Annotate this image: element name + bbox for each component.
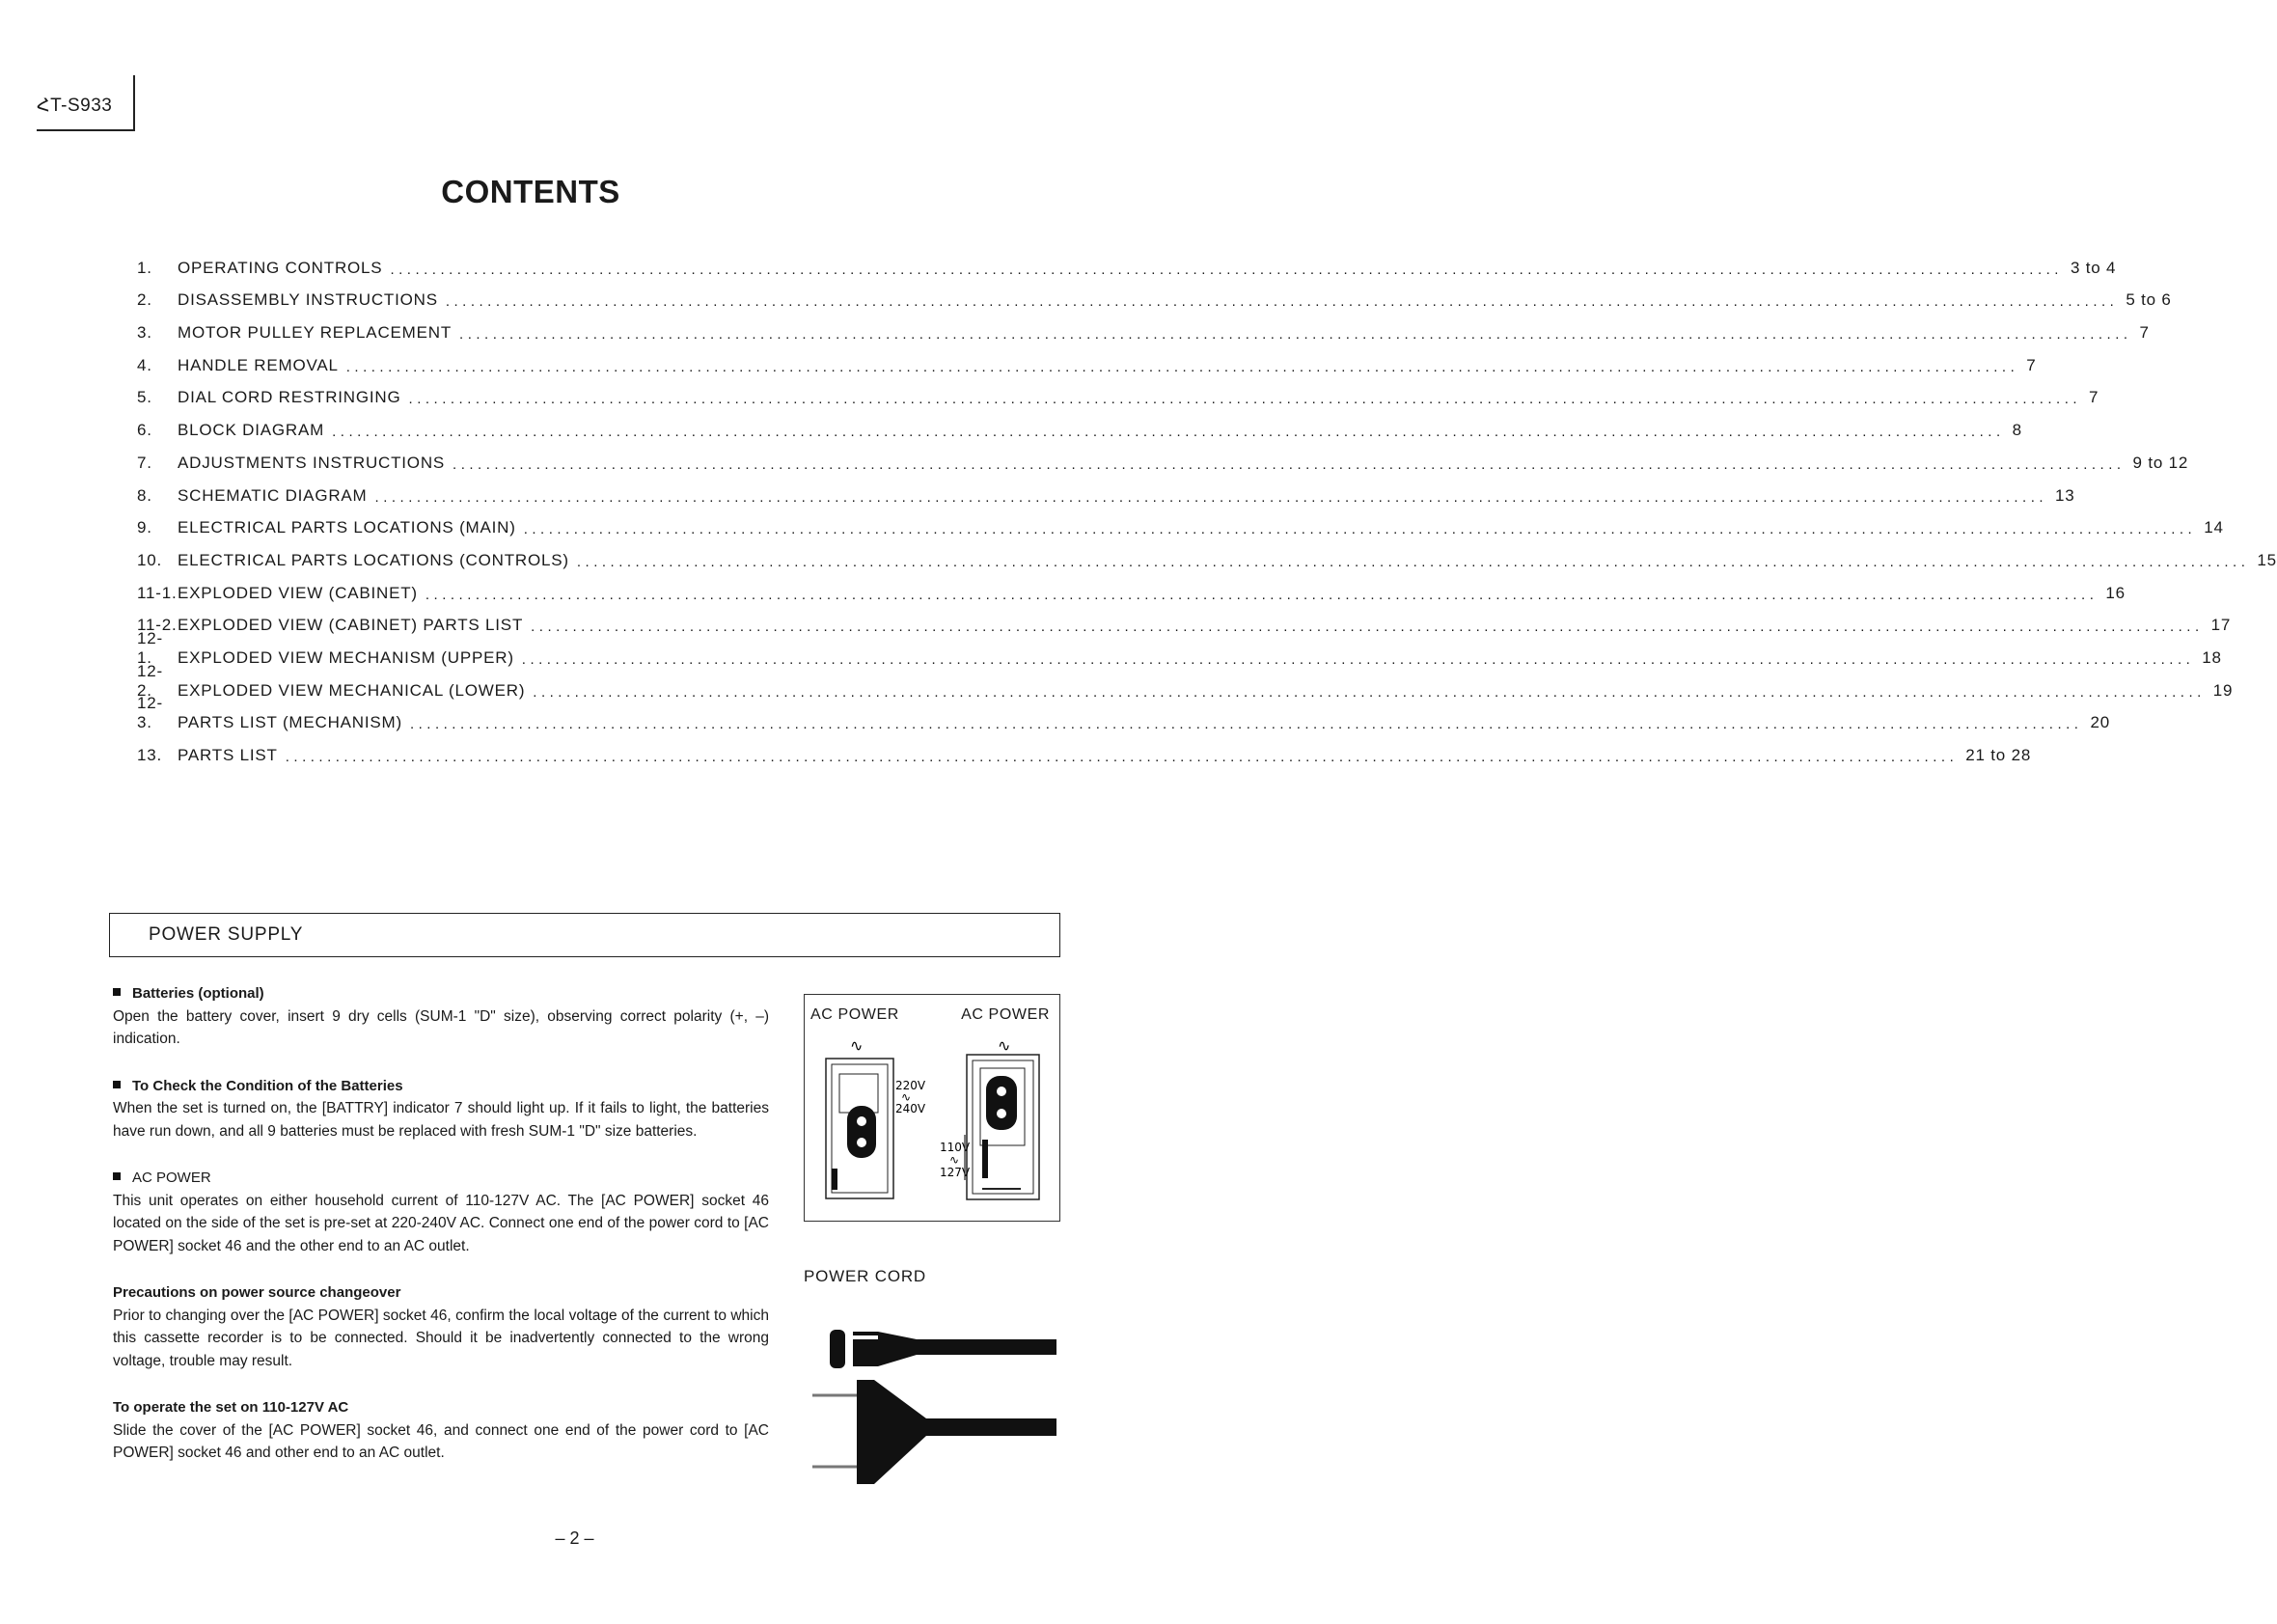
bullet-icon	[113, 988, 121, 996]
batteries-paragraph	[113, 982, 769, 1051]
toc-leader-dots: ........................................................................................................................................................................................................	[523, 521, 2197, 538]
toc-leader-dots: ........................................................................................................................................................................................................	[453, 455, 2126, 473]
toc-title: MOTOR PULLEY REPLACEMENT	[178, 323, 453, 343]
ac-power-text: This unit operates on either household current of 110-127V AC. The [AC POWER] socket 46 located on the side of the set is pre-set at 220-240V AC. Connect one end of the power cord to [AC POWER] socket 46 and the other end to an AC outlet.	[113, 1192, 769, 1254]
toc-number: 2.	[137, 290, 152, 310]
toc-page: 7	[2139, 323, 2150, 343]
toc-title: ELECTRICAL PARTS LOCATIONS (CONTROLS)	[178, 550, 569, 569]
toc-leader-dots: ........................................................................................................................................................................................................	[531, 619, 2204, 636]
socket-220-240	[826, 1059, 893, 1198]
toc-leader-dots: ........................................................................................................................................................................................................	[445, 293, 2119, 311]
label-240v: 240V	[895, 1102, 926, 1115]
toc-title: EXPLODED VIEW MECHANISM (UPPER)	[178, 647, 514, 667]
toc-title: ADJUSTMENTS INSTRUCTIONS	[178, 453, 446, 472]
toc-page: 15	[2257, 550, 2277, 569]
toc-page: 7	[2026, 355, 2037, 374]
toc-leader-dots: ........................................................................................................................................................................................................	[425, 586, 2099, 603]
toc-title: EXPLODED VIEW MECHANICAL (LOWER)	[178, 680, 526, 700]
check-text: When the set is turned on, the [BATTRY] indicator 7 should light up. If it fails to light, the batteries have run down, and all 9 batteries must be replaced with fresh SUM-1 "D" size batteries.	[113, 1100, 769, 1140]
toc-row	[137, 375, 2099, 408]
label-220v: 220V	[895, 1079, 926, 1092]
ac-power-paragraph	[113, 1167, 769, 1257]
toc-page: 21 to 28	[1965, 746, 2032, 764]
toc-leader-dots: ........................................................................................................................................................................................................	[409, 716, 2083, 733]
toc-title: OPERATING CONTROLS	[178, 258, 383, 277]
label-110v: 110V	[940, 1141, 971, 1154]
toc-row	[137, 407, 2022, 441]
toc-number: 7.	[137, 453, 152, 472]
toc-title: EXPLODED VIEW (CABINET) PARTS LIST	[178, 616, 524, 635]
bullet-icon	[113, 1081, 121, 1088]
socket-diagram	[805, 995, 1059, 1221]
toc-row	[137, 694, 2110, 733]
toc-row	[137, 506, 2224, 538]
contents-title: CONTENTS	[441, 174, 620, 209]
toc-row	[137, 732, 2032, 765]
power-supply-header	[109, 913, 1060, 957]
toc-title: BLOCK DIAGRAM	[178, 421, 325, 440]
ac-power-heading: AC POWER	[132, 1170, 211, 1186]
toc-page: 18	[2202, 647, 2222, 667]
toc-number: 13.	[137, 746, 163, 764]
toc-page: 16	[2105, 583, 2126, 602]
bullet-icon	[113, 1172, 121, 1180]
batteries-text: Open the battery cover, insert 9 dry cells (SUM-1 "D" size), observing correct polarity (+, –) indication.	[113, 1007, 769, 1047]
precautions-paragraph	[113, 1281, 769, 1372]
toc-leader-dots: ........................................................................................................................................................................................................	[374, 488, 2048, 506]
toc-leader-dots: ........................................................................................................................................................................................................	[459, 326, 2132, 344]
toc-title: SCHEMATIC DIAGRAM	[178, 485, 368, 505]
toc-number: 6.	[137, 421, 152, 440]
toc-row	[137, 343, 2037, 375]
toc-title: DISASSEMBLY INSTRUCTIONS	[178, 290, 438, 310]
power-cord-illustration	[810, 1322, 1061, 1505]
ac-power-right-label: AC POWER	[961, 1006, 1050, 1023]
toc-row	[137, 603, 2232, 636]
toc-number: 12-2.	[137, 661, 163, 700]
toc-title: EXPLODED VIEW (CABINET)	[178, 583, 418, 602]
toc-number: 12-3.	[137, 694, 163, 732]
toc-leader-dots: ........................................................................................................................................................................................................	[390, 261, 2063, 278]
toc-row	[137, 310, 2150, 344]
toc-number: 8.	[137, 485, 152, 505]
toc-page: 5 to 6	[2126, 290, 2172, 310]
toc-page: 9 to 12	[2132, 453, 2189, 472]
table-of-contents	[137, 245, 2277, 765]
toc-leader-dots: ........................................................................................................................................................................................................	[332, 424, 2005, 441]
toc-row	[137, 473, 2075, 506]
toc-leader-dots: ........................................................................................................................................................................................................	[408, 391, 2082, 408]
toc-page: 19	[2212, 680, 2234, 700]
toc-page: 20	[2090, 713, 2110, 732]
toc-number: 9.	[137, 518, 152, 537]
toc-leader-dots: ........................................................................................................................................................................................................	[576, 553, 2250, 570]
precautions-text: Prior to changing over the [AC POWER] socket 46, confirm the local voltage of the current to which this cassette recorder is to be connected. Should it be inadvertently connected to the wrong voltage, trouble may result.	[113, 1307, 769, 1369]
precautions-heading: Precautions on power source changeover	[113, 1284, 401, 1301]
operate-heading: To operate the set on 110-127V AC	[113, 1399, 349, 1416]
toc-number: 10.	[137, 550, 163, 569]
toc-leader-dots: ........................................................................................................................................................................................................	[285, 749, 1959, 765]
connector-plug-icon	[830, 1330, 845, 1368]
toc-title: PARTS LIST	[178, 746, 278, 764]
model-number: ՀT-S933	[37, 96, 113, 116]
toc-leader-dots: ........................................................................................................................................................................................................	[345, 358, 2019, 375]
tilde-220: ∿	[901, 1090, 912, 1104]
section-title: POWER SUPPLY	[149, 924, 304, 945]
toc-number: 5.	[137, 388, 152, 407]
tilde-right: ∿	[998, 1036, 1011, 1055]
toc-number: 4.	[137, 355, 152, 374]
toc-title: ELECTRICAL PARTS LOCATIONS (MAIN)	[178, 518, 516, 537]
batteries-heading: Batteries (optional)	[132, 985, 264, 1002]
socket-110-127	[967, 1055, 1039, 1199]
power-cord-label: POWER CORD	[804, 1267, 926, 1285]
toc-row	[137, 661, 2234, 701]
toc-title: DIAL CORD RESTRINGING	[178, 388, 401, 407]
tilde-110: ∿	[949, 1153, 960, 1167]
toc-number: 11-2.	[137, 616, 178, 635]
toc-leader-dots: ........................................................................................................................................................................................................	[521, 650, 2195, 668]
label-127v: 127V	[940, 1166, 971, 1179]
toc-page: 13	[2055, 485, 2075, 505]
page-number: – 2 –	[555, 1528, 594, 1548]
toc-page: 17	[2210, 616, 2232, 635]
toc-leader-dots: ........................................................................................................................................................................................................	[533, 683, 2206, 701]
toc-page: 3 to 4	[2070, 258, 2117, 277]
operate-paragraph	[113, 1396, 769, 1465]
toc-number: 12-1.	[137, 628, 163, 667]
toc-number: 1.	[137, 258, 152, 277]
toc-row	[137, 245, 2117, 278]
toc-row	[137, 570, 2126, 603]
toc-title: HANDLE REMOVAL	[178, 355, 339, 374]
toc-page: 14	[2204, 518, 2224, 537]
toc-page: 7	[2089, 388, 2099, 407]
power-supply-text	[113, 982, 769, 1489]
toc-page: 8	[2012, 421, 2022, 440]
operate-text: Slide the cover of the [AC POWER] socket 46, and connect one end of the power cord to [AC POWER] socket 46 and other end to an AC outlet.	[113, 1421, 769, 1461]
ac-socket-figure	[804, 994, 1060, 1222]
toc-row	[137, 537, 2277, 570]
tilde-left: ∿	[850, 1036, 864, 1055]
check-paragraph	[113, 1075, 769, 1143]
toc-row	[137, 440, 2189, 473]
toc-number: 11-1.	[137, 583, 178, 602]
check-heading: To Check the Condition of the Batteries	[132, 1077, 403, 1094]
toc-number: 3.	[137, 323, 152, 343]
toc-row	[137, 278, 2172, 311]
ac-power-left-label: AC POWER	[810, 1006, 899, 1023]
toc-title: PARTS LIST (MECHANISM)	[178, 713, 402, 732]
toc-row	[137, 628, 2222, 668]
